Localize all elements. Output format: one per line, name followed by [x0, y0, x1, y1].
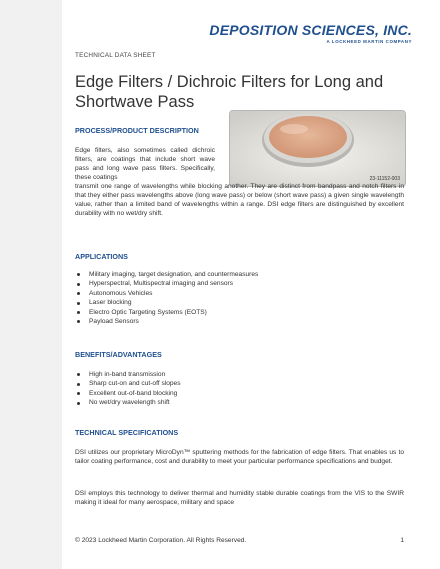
photo-id-label: 23-11152-003: [369, 176, 400, 182]
brand-tagline: A LOCKHEED MARTIN COMPANY: [326, 39, 412, 44]
list-item: High in-band transmission: [75, 370, 405, 379]
copyright-text: © 2023 Lockheed Martin Corporation. All Rights Reserved.: [75, 537, 247, 544]
list-item: Hyperspectral, Multispectral imaging and sensors: [75, 279, 405, 288]
list-item: Laser blocking: [75, 298, 405, 307]
specs-paragraph-1: DSI utilizes our proprietary MicroDyn™ sputtering methods for the fabrication of edge filters. That enables us to tailor coating performance, cost and durability to meet your particular performance specifications and budget.: [75, 449, 404, 465]
page-number: 1: [400, 537, 404, 544]
page-title: Edge Filters / Dichroic Filters for Long and Shortwave Pass: [75, 73, 384, 111]
product-photo: [229, 110, 406, 187]
section-heading-process: PROCESS/PRODUCT DESCRIPTION: [75, 126, 199, 135]
section-heading-specs: TECHNICAL SPECIFICATIONS: [75, 428, 179, 437]
list-item: Excellent out-of-band blocking: [75, 389, 405, 398]
list-item: Payload Sensors: [75, 317, 405, 326]
list-item: Military imaging, target designation, and countermeasures: [75, 270, 405, 279]
list-item: Electro Optic Targeting Systems (EOTS): [75, 308, 405, 317]
company-logo: [209, 22, 412, 44]
list-item: Sharp cut-on and cut-off slopes: [75, 379, 405, 388]
list-item: Autonomous Vehicles: [75, 289, 405, 298]
left-margin-strip: [0, 0, 62, 569]
section-heading-applications: APPLICATIONS: [75, 252, 128, 261]
process-description-part1: Edge filters, also sometimes called dichroic filters, are coatings that include short wave pass and long wave pass filters. Specifically, these coatings: [75, 147, 215, 181]
benefits-list: [75, 370, 405, 408]
list-item: No wet/dry wavelength shift: [75, 398, 405, 407]
specs-paragraph-2: DSI employs this technology to deliver thermal and humidity stable durable coatings from the VIS to the SWIR making it ideal for many aerospace, military and space: [75, 490, 404, 506]
process-description-part2: transmit one range of wavelengths while blocking another. They are distinct from bandpass and notch filters in that they either pass wavelengths above (long wave pass) or below (short wave pass) a given single wavelength value, rather than a limited band of wavelengths within a range. DSI edge filters are distinguished by excellent durability with no wet/dry shift.: [75, 183, 404, 217]
document-type: TECHNICAL DATA SHEET: [75, 52, 156, 59]
brand-name: DEPOSITION SCIENCES, INC.: [209, 22, 412, 38]
applications-list: [75, 270, 405, 326]
section-heading-benefits: BENEFITS/ADVANTAGES: [75, 350, 162, 359]
filter-disc-image: [230, 111, 405, 186]
